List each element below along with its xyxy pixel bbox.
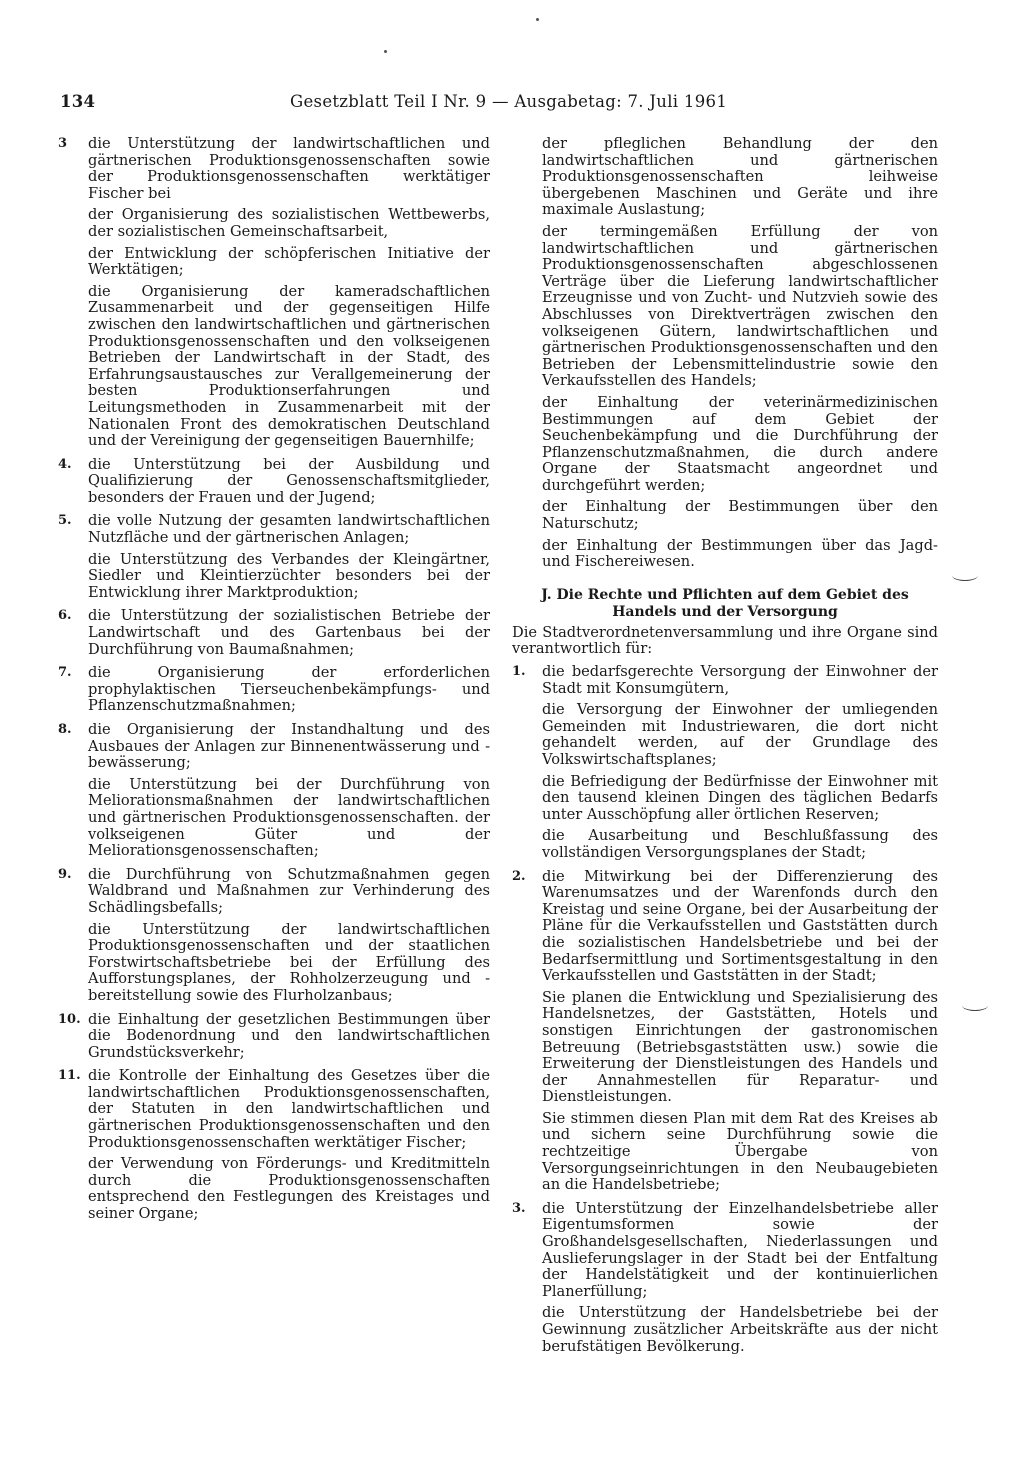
section-heading-line: J. Die Rechte und Pflichten auf dem Gebiet des xyxy=(541,586,909,603)
page-number: 134 xyxy=(60,92,96,111)
list-item xyxy=(58,665,490,715)
item-paragraph: die Durchführung von Schutzmaßnahmen gegen Waldbrand und Maßnahmen zur Verhinderung des Schädlingsbefalls; xyxy=(88,865,490,916)
continuation-paragraph: der pfleglichen Behandlung der den landwirtschaftlichen und gärtnerischen Produktionsgenossenschaften leihweise übergebenen Maschinen und Geräte und ihre maximale Auslastung; xyxy=(542,135,938,219)
item-number: 3 xyxy=(58,136,68,151)
list-item xyxy=(58,608,490,658)
item-number: 5. xyxy=(58,513,72,529)
list-item xyxy=(512,869,938,1194)
item-number: 3. xyxy=(512,1200,526,1216)
item-paragraph: die Mitwirkung bei der Differenzierung des Warenumsatzes und der Warenfonds durch den Kreistag und seine Organe, bei der Ausarbeitung der Pläne für die Verkaufsstellen und Gaststätten durch die sozialistischen Handelsbetriebe und bei der Bedarfsermittlung und Sortimentsgestaltung in den Verkaufsstellen und Gaststätten in der Stadt; xyxy=(542,867,938,985)
margin-mark xyxy=(962,1000,988,1011)
item-paragraph: die Unterstützung der sozialistischen Betriebe der Landwirtschaft und des Gartenbaus bei der Durchführung von Baumaßnahmen; xyxy=(88,607,490,658)
list-item xyxy=(58,513,490,601)
item-paragraph: Sie planen die Entwicklung und Spezialisierung des Handelsnetzes, der Gaststätten, Hotels und sonstigen Einrichtungen der gastronomischen Betreuung (Betriebsgaststätten usw.) sowie die Erweiterung der Dienstleistungen des Handels und der Annahmestellen für Reparatur- und Dienstleistungen. xyxy=(542,988,938,1106)
list-item xyxy=(58,136,490,450)
item-number: 1. xyxy=(512,664,526,680)
item-number: 6. xyxy=(58,608,72,624)
left-column xyxy=(58,136,490,1230)
item-number: 7. xyxy=(58,665,72,681)
scan-dot xyxy=(384,50,387,53)
item-paragraph: die Unterstützung bei der Durchführung von Meliorationsmaßnahmen der landwirtschaftlichen und gärtnerischen Produktionsgenossenschaften. der volkseigenen Güter und der Meliorationsgenossenschaften; xyxy=(88,775,490,860)
item-paragraph: der Entwicklung der schöpferischen Initiative der Werktätigen; xyxy=(88,244,490,279)
continuation-block xyxy=(512,136,938,571)
page-header xyxy=(60,92,940,116)
item-number: 9. xyxy=(58,866,72,882)
item-paragraph: die Organisierung der kameradschaftlichen Zusammenarbeit und der gegenseitigen Hilfe zwischen den landwirtschaftlichen und gärtnerischen Produktionsgenossenschaften und den volkseigenen Betrieben der Landwirtschaft in der Stadt, des Erfahrungsaustausches zur Verallgemeinerung der besten Produktionserfahrungen und Leitungsmethoden in Zusammenarbeit mit der Nationalen Front des demokratischen Deutschland und der Vereinigung der gegenseitigen Bauernhilfe; xyxy=(88,282,490,450)
item-paragraph: die bedarfsgerechte Versorgung der Einwohner der Stadt mit Konsumgütern, xyxy=(542,663,938,697)
continuation-paragraph: der Einhaltung der veterinärmedizinischen Bestimmungen auf dem Gebiet der Seuchenbekämpfung und die Durchführung der Pflanzenschutzmaßnahmen, die durch andere Organe der Staatsmacht angeordnet und durchgeführt werden; xyxy=(542,393,938,494)
list-item xyxy=(58,722,490,860)
item-paragraph: die Einhaltung der gesetzlichen Bestimmungen über die Bodenordnung und den landwirtschaftlichen Grundstücksverkehr; xyxy=(88,1010,490,1061)
margin-mark xyxy=(952,570,978,581)
section-heading-line: Handels und der Versorgung xyxy=(612,603,838,620)
item-paragraph: die Unterstützung der Einzelhandelsbetriebe aller Eigentumsformen sowie der Großhandelsgesellschaften, Niederlassungen und Auslieferungslager in der Stadt bei der Entfaltung der Handelstätigkeit und der kontinuierlichen Planerfüllung; xyxy=(542,1199,938,1300)
item-paragraph: die Organisierung der Instandhaltung und des Ausbaues der Anlagen zur Binnenentwässerung und -bewässerung; xyxy=(88,721,490,772)
scan-dot xyxy=(536,18,539,21)
item-paragraph: die Versorgung der Einwohner der umliegenden Gemeinden mit Industriewaren, die dort nicht gehandelt werden, auf der Grundlage des Volkswirtschaftsplanes; xyxy=(542,701,938,768)
item-paragraph: die Ausarbeitung und Beschlußfassung des vollständigen Versorgungsplanes der Stadt; xyxy=(542,827,938,861)
item-paragraph: die Unterstützung der Handelsbetriebe bei der Gewinnung zusätzlicher Arbeitskräfte aus der nicht berufstätigen Bevölkerung. xyxy=(542,1304,938,1355)
item-paragraph: die Unterstützung der landwirtschaftlichen Produktionsgenossenschaften und der staatlichen Forstwirtschaftsbetriebe bei der Erfüllung des Aufforstungsplanes, der Rohholzerzeugung und -bereitstellung sowie des Flurholzanbaus; xyxy=(88,920,490,1004)
item-number: 4. xyxy=(58,456,72,472)
continuation-paragraph: der Einhaltung der Bestimmungen über den Naturschutz; xyxy=(542,498,938,533)
item-number: 10. xyxy=(58,1011,81,1027)
continuation-paragraph: der termingemäßen Erfüllung der von landwirtschaftlichen und gärtnerischen Produktionsgenossenschaften abgeschlossenen Verträge über die Lieferung landwirtschaftlicher Erzeugnisse und von Zucht- und Nutzvieh sowie des Abschlusses von Direktverträgen zwischen den volkseigenen Gütern, landwirtschaftlichen und gärtnerischen Produktionsgenossenschaften und den Betrieben der Lebensmittelindustrie sowie den Verkaufsstellen des Handels; xyxy=(542,222,938,390)
list-item xyxy=(58,1068,490,1222)
item-number: 2. xyxy=(512,868,526,884)
item-number: 8. xyxy=(58,722,72,737)
item-paragraph: die Befriedigung der Bedürfnisse der Einwohner mit den tausend kleinen Dingen des täglichen Bedarfs unter Ausschöpfung aller örtlichen Reserven; xyxy=(542,772,938,823)
list-item xyxy=(512,1201,938,1355)
item-paragraph: die Organisierung der erforderlichen prophylaktischen Tierseuchenbekämpfungs- und Pflanzenschutzmaßnahmen; xyxy=(88,664,490,715)
section-intro: Die Stadtverordnetenversammlung und ihre Organe sind verantwortlich für: xyxy=(512,623,938,658)
item-paragraph: die volle Nutzung der gesamten landwirtschaftlichen Nutzfläche und der gärtnerischen Anlagen; xyxy=(88,512,490,547)
item-paragraph: die Unterstützung des Verbandes der Kleingärtner, Siedler und Kleintierzüchter besonders bei der Entwicklung ihrer Marktproduktion; xyxy=(88,550,490,601)
list-item xyxy=(58,457,490,507)
item-paragraph: die Unterstützung der landwirtschaftlichen und gärtnerischen Produktionsgenossenschaften sowie der Produktionsgenossenschaften werktätiger Fischer bei xyxy=(88,135,490,202)
continuation-paragraph: der Einhaltung der Bestimmungen über das Jagd- und Fischereiwesen. xyxy=(542,536,938,571)
section-heading xyxy=(512,587,938,621)
item-paragraph: der Verwendung von Förderungs- und Kreditmitteln durch die Produktionsgenossenschaften entsprechend den Festlegungen des Kreistages und seiner Organe; xyxy=(88,1155,490,1223)
right-column xyxy=(512,136,938,1362)
gazette-title: Gesetzblatt Teil I Nr. 9 — Ausgabetag: 7. Juli 1961 xyxy=(290,92,728,111)
item-paragraph: die Kontrolle der Einhaltung des Gesetzes über die landwirtschaftlichen Produktionsgenossenschaften, der Statuten in den landwirtschaftlichen und gärtnerischen Produktionsgenossenschaften und den Produktionsgenossenschaften werktätiger Fischer; xyxy=(88,1067,490,1151)
list-item xyxy=(512,664,938,862)
item-paragraph: die Unterstützung bei der Ausbildung und Qualifizierung der Genossenschaftsmitglieder, besonders der Frauen und der Jugend; xyxy=(88,455,490,506)
item-number: 11. xyxy=(58,1068,81,1084)
list-item xyxy=(58,1012,490,1062)
right-item-list xyxy=(512,664,938,1355)
list-item xyxy=(58,867,490,1005)
item-paragraph: der Organisierung des sozialistischen Wettbewerbs, der sozialistischen Gemeinschaftsarbeit, xyxy=(88,206,490,240)
item-paragraph: Sie stimmen diesen Plan mit dem Rat des Kreises ab und sichern seine Durchführung sowie die rechtzeitige Übergabe von Versorgungseinrichtungen in den Neubaugebieten an die Handelsbetriebe; xyxy=(542,1109,938,1194)
